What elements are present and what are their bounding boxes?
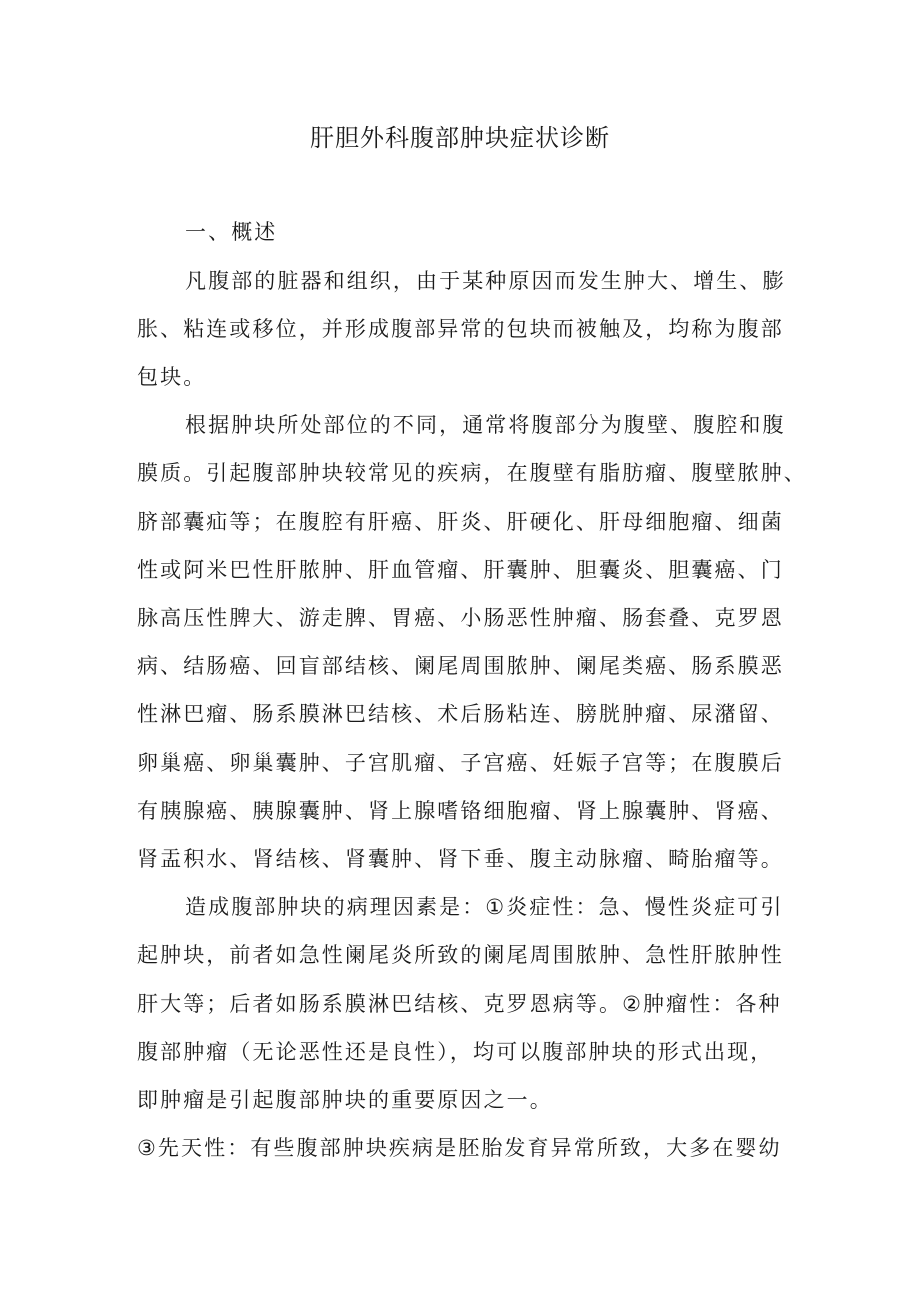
paragraph-line: 肾盂积水、肾结核、肾囊肿、肾下垂、腹主动脉瘤、畸胎瘤等。 [137,847,784,871]
paragraph-line: 脉高压性脾大、游走脾、胃癌、小肠恶性肿瘤、肠套叠、克罗恩 [137,606,784,630]
paragraph-line: 腹部肿瘤（无论恶性还是良性），均可以腹部肿块的形式出现， [137,1040,774,1064]
paragraph-line: 凡腹部的脏器和组织，由于某种原因而发生肿大、增生、膨 [185,269,786,293]
paragraph-line: 性淋巴瘤、肠系膜淋巴结核、术后肠粘连、膀胱肿瘤、尿潴留、 [137,702,784,726]
paragraph-line: ③先天性：有些腹部肿块疾病是胚胎发育异常所致，大多在婴幼 [137,1136,782,1160]
paragraph-line: 病、结肠癌、回盲部结核、阑尾周围脓肿、阑尾类癌、肠系膜恶 [137,654,784,678]
paragraph-line: 起肿块，前者如急性阑尾炎所致的阑尾周围脓肿、急性肝脓肿性 [137,943,784,967]
paragraph-line: 造成腹部肿块的病理因素是：①炎症性：急、慢性炎症可引 [185,895,784,919]
paragraph-line: 膜质。引起腹部肿块较常见的疾病，在腹壁有脂肪瘤、腹壁脓肿、 [137,461,807,485]
section-heading: 一、概述 [185,220,278,244]
paragraph-line: 包块。 [137,365,207,389]
paragraph-line: 脐部囊疝等；在腹腔有肝癌、肝炎、肝硬化、肝母细胞瘤、细菌 [137,510,784,534]
paragraph-line: 即肿瘤是引起腹部肿块的重要原因之一。 [137,1088,553,1112]
paragraph-line: 性或阿米巴性肝脓肿、肝血管瘤、肝囊肿、胆囊炎、胆囊癌、门 [137,558,784,582]
document-title: 肝胆外科腹部肿块症状诊断 [310,124,610,152]
paragraph-line: 肝大等；后者如肠系膜淋巴结核、克罗恩病等。②肿瘤性：各种 [137,992,782,1016]
paragraph-line: 根据肿块所处部位的不同，通常将腹部分为腹壁、腹腔和腹 [185,413,786,437]
paragraph-line: 卵巢癌、卵巢囊肿、子宫肌瘤、子宫癌、妊娠子宫等；在腹膜后 [137,751,784,775]
paragraph-line: 有胰腺癌、胰腺囊肿、肾上腺嗜铬细胞瘤、肾上腺囊肿、肾癌、 [137,799,784,823]
paragraph-line: 胀、粘连或移位，并形成腹部异常的包块而被触及，均称为腹部 [137,317,784,341]
